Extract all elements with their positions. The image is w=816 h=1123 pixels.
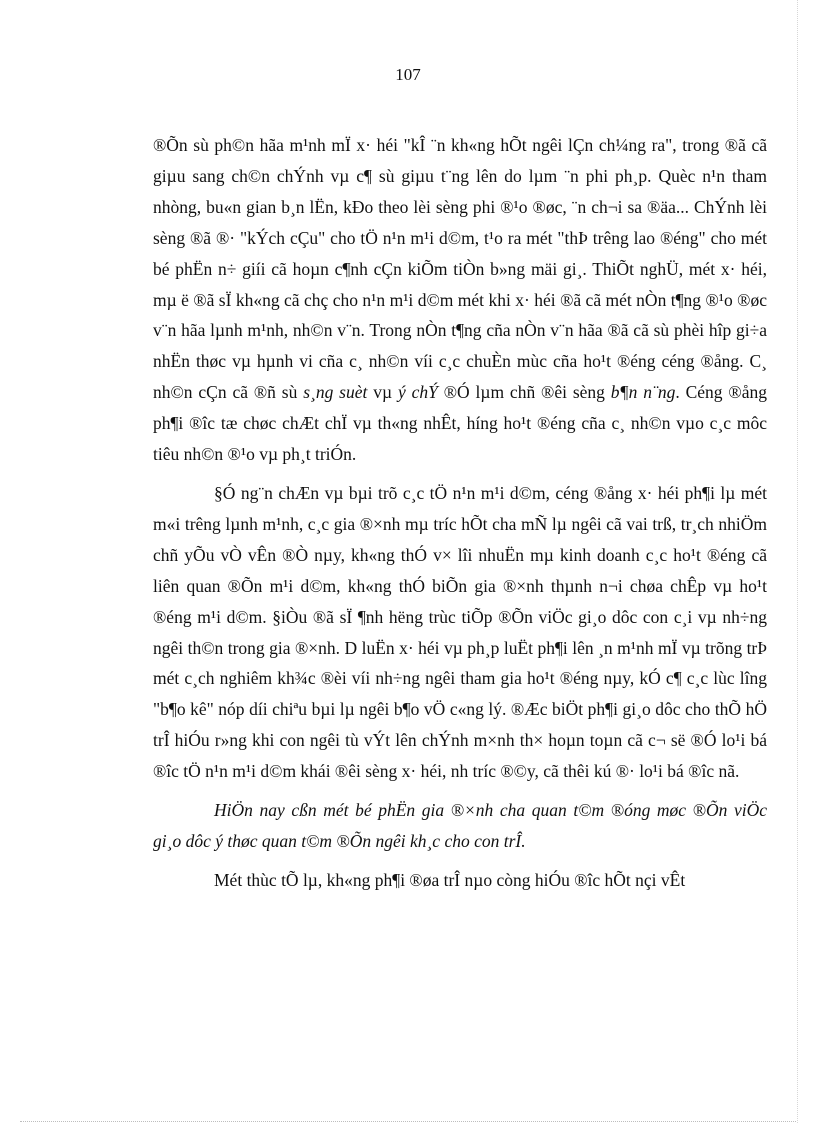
text-segment: vµ <box>367 382 398 403</box>
page-number: 107 <box>395 65 421 84</box>
italic-text-segment: s¸ng suèt <box>303 382 368 403</box>
italic-text-segment: ý chÝ <box>397 382 438 403</box>
italic-text-segment: HiÖn nay cßn mét bé phËn gia ®×nh cha quan t©m ®óng møc ®Õn viÖc gi¸o dôc ý thøc quan t©m ®Õn ngêi kh¸c cho con trÎ. <box>153 800 767 851</box>
paragraph-4 <box>153 865 767 896</box>
paragraph-2 <box>153 478 767 787</box>
italic-text-segment: b¶n n¨ng <box>610 382 676 403</box>
text-segment: . Céng ®ång ph¶i ®îc tæ chøc chÆt chÏ vµ th«ng nhÊt, híng ho¹t ®éng cña c¸ nh©n vµo c¸c môc tiêu nh©n ®¹o vµ ph¸t triÓn. <box>153 382 767 465</box>
bottom-dotted-rule <box>20 1121 796 1122</box>
text-segment: ®Õn sù ph©n hãa m¹nh mÏ x· héi "kÎ ¨n kh«ng hÕt ngêi lÇn ch¼ng ra", trong ®ã cã giµu sang ch©n chÝnh vµ c¶ sù giµu t¨ng lên do lµm ¨n phi ph¸p. Quèc n¹n tham nhòng, bu«n gian b¸n lËn, kÐo theo lèi sèng phi ®¹o ®øc, ¨n ch¬i sa ®äa... ChÝnh lèi sèng ®ã ®· "kÝch cÇu" cho tÖ n¹n m¹i d©m, t¹o ra mét "thÞ trêng lao ®éng" cho mét bé phËn n÷ giíi cã hoµn c¶nh cÇn kiÕm tiÒn b»ng mäi gi¸. ThiÕt nghÜ, mét x· héi, mµ ë ®ã sÏ kh«ng cã chç cho n¹n m¹i d©m mét khi x· héi ®ã cã mét nÒn t¶ng ®¹o ®øc v¨n hãa lµnh m¹nh, nh©n v¨n. Trong nÒn t¶ng cña nÒn v¨n hãa ®ã cã sù phèi hîp gi÷a nhËn thøc vµ hµnh vi cña c¸ nh©n víi c¸c chuÈn mùc cña ho¹t ®éng céng ®ång. C¸ nh©n cÇn cã ®ñ sù <box>153 135 767 403</box>
document-body <box>153 130 767 904</box>
paragraph-1 <box>153 130 767 470</box>
right-edge-rule <box>797 0 798 1123</box>
text-segment: §Ó ng¨n chÆn vµ bµi trõ c¸c tÖ n¹n m¹i d©m, céng ®ång x· héi ph¶i lµ mét m«i trêng lµnh m¹nh, c¸c gia ®×nh mµ tríc hÕt cha mÑ lµ ngêi cã vai trß, tr¸ch nhiÖm chñ yÕu vÒ vÊn ®Ò nµy, kh«ng thÓ v× lîi nhuËn mµ kinh doanh c¸c ho¹t ®éng cã liên quan ®Õn m¹i d©m, kh«ng thÓ biÕn gia ®×nh thµnh n¬i chøa chÊp vµ ho¹t ®éng m¹i d©m. §iÒu ®ã sÏ ¶nh hëng trùc tiÕp ®Õn viÖc gi¸o dôc con c¸i vµ nh÷ng ngêi th©n trong gia ®×nh. D luËn x· héi vµ ph¸p luËt ph¶i lên ¸n m¹nh mÏ vµ trõng trÞ mét c¸ch nghiêm kh¾c ®èi víi nh÷ng ngêi tham gia ho¹t ®éng nµy, kÓ c¶ c¸c lùc lîng "b¶o kê" nóp díi chiªu bµi lµ ngêi b¶o vÖ c«ng lý. ®Æc biÖt ph¶i gi¸o dôc cho thÕ hÖ trÎ hiÓu r»ng khi con ngêi tù vÝt lên chÝnh m×nh th× hoµn toµn cã c¬ së ®Ó lo¹i bá ®îc tÖ n¹n m¹i d©m khái ®êi sèng x· héi, nh tríc ®©y, cã thêi kú ®· lo¹i bá ®îc nã. <box>153 482 767 782</box>
text-segment: Mét thùc tÕ lµ, kh«ng ph¶i ®øa trÎ nµo còng hiÓu ®îc hÕt nçi vÊt <box>214 869 686 890</box>
paragraph-3 <box>153 795 767 857</box>
text-segment: ®Ó lµm chñ ®êi sèng <box>437 382 611 403</box>
